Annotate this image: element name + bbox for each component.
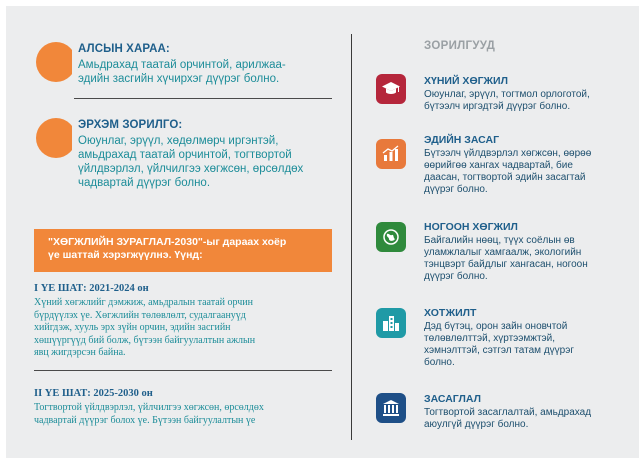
government-building-icon	[376, 393, 406, 423]
stages-banner	[34, 229, 332, 272]
goal-text-line: Оюунлаг, эрүүл, тогтмол орлоготой,	[424, 89, 590, 100]
stage1-text-line: Хүний хөгжлийг дэмжиж, амьдралын таатай орчин	[34, 297, 253, 308]
goal-text-line: өөрийгөө хангах чадвартай, бие	[424, 160, 573, 171]
divider	[34, 370, 332, 371]
city-buildings-icon	[376, 308, 406, 338]
goal-text-line: хэмнэлттэй, сэтгэл татам дүүрэг	[424, 345, 574, 356]
stage2-title: II ҮЕ ШАТ: 2025-2030 он	[34, 388, 153, 399]
goal-text	[424, 148, 591, 196]
mission-accent-shape	[36, 118, 72, 158]
stage1-text-line: явц жигдэрсэн байна.	[34, 347, 126, 358]
goal-text-line: уламжлалыг хамгаалж, экологийн	[424, 247, 582, 258]
goal-text-line: төлөвлөлттэй, хүртээмжтэй,	[424, 333, 555, 344]
goal-text	[424, 89, 590, 113]
graduation-cap-icon	[376, 74, 406, 104]
vision-text	[78, 58, 286, 86]
globe-leaf-icon	[376, 222, 406, 252]
goal-text-line: Тогтвортой засаглалтай, амьдрахад	[424, 407, 592, 418]
goal-text-line: дүүрэг болно.	[424, 184, 488, 195]
goal-text	[424, 321, 574, 369]
goal-title: ЗАСАГЛАЛ	[424, 393, 481, 405]
banner-line: үе шаттай хэрэгжүүлнэ. Үүнд:	[48, 249, 203, 261]
stage2-text-line: Тогтвортой үйлдвэрлэл, үйлчилгээ хөгжсөн, өрсөлдөх	[34, 402, 264, 413]
goal-text-line: дүүрэг болно.	[424, 271, 488, 282]
divider	[74, 98, 332, 99]
goals-heading: ЗОРИЛГУУД	[424, 40, 496, 52]
stage1-title: I ҮЕ ШАТ: 2021-2024 он	[34, 283, 149, 294]
stage1-text-line: хийгдэж, хууль эрх зүйн орчин, эдийн засгийн	[34, 322, 231, 333]
growth-chart-icon	[376, 139, 406, 169]
goal-text-line: аюулгүй дүүрэг болно.	[424, 419, 529, 430]
stage2-text-line: чадвартай дүүрэг болох үе. Бүтээн байгуулалтын үе	[34, 414, 256, 426]
mission-title: ЭРХЭМ ЗОРИЛГО:	[78, 119, 183, 131]
goal-text-line: тэнцвэрт байдлыг хангасан, ногоон	[424, 259, 588, 270]
vision-text-line: Амьдрахад таатай орчинтой, арилжаа-	[78, 59, 286, 71]
vision-title: АЛСЫН ХАРАА:	[78, 43, 170, 55]
stage2-text	[34, 402, 264, 427]
mission-text-line: Оюунлаг, эрүүл, хөдөлмөрч иргэнтэй,	[78, 135, 279, 147]
stage1-text	[34, 297, 255, 360]
goal-text-line: Дэд бүтэц, орон зайн оновчтой	[424, 321, 568, 332]
page-background	[6, 6, 639, 458]
goal-text	[424, 235, 588, 283]
banner-line: "ХӨГЖЛИЙН ЗУРАГЛАЛ-2030"-ыг дараах хоёр	[48, 236, 287, 248]
goal-text	[424, 407, 591, 431]
goal-title: ХОТЖИЛТ	[424, 307, 477, 319]
goal-text-line: даасан, тогтвортой эдийн засагтай	[424, 172, 586, 183]
goal-title: ЭДИЙН ЗАСАГ	[424, 134, 500, 146]
column-divider	[351, 34, 352, 440]
vision-accent-shape	[36, 42, 72, 82]
goal-text-line: Байгалийн нөөц, түүх соёлын өв	[424, 235, 575, 246]
mission-text-line: чадвартай дүүрэг болно.	[78, 177, 211, 189]
stage1-text-line: хөшүүргүүд бий болж, бүтээн байгуулалтын ажлын	[34, 334, 256, 346]
stage1-text-line: бүрдүүлэх үе. Хөгжлийн төлөвлөлт, судалгаануүд	[34, 309, 246, 321]
mission-text	[78, 134, 303, 190]
vision-text-line: эдийн засгийн хүчирхэг дүүрэг болно.	[78, 73, 280, 85]
goal-text-line: Бүтээлч үйлдвэрлэл хөгжсөн, өөрөө	[424, 148, 592, 159]
goal-title: ХҮНИЙ ХӨГЖИЛ	[424, 75, 508, 87]
mission-text-line: үйлдвэрлэл, үйлчилгээ хөгжсөн, өрсөлдөх	[78, 163, 304, 175]
goal-text-line: бүтээлч иргэдтэй дүүрэг болно.	[424, 101, 571, 112]
mission-text-line: амьдрахад таатай орчинтой, тогтвортой	[78, 149, 292, 161]
goal-text-line: болно.	[424, 357, 455, 368]
goal-title: НОГООН ХӨГЖИЛ	[424, 221, 518, 233]
